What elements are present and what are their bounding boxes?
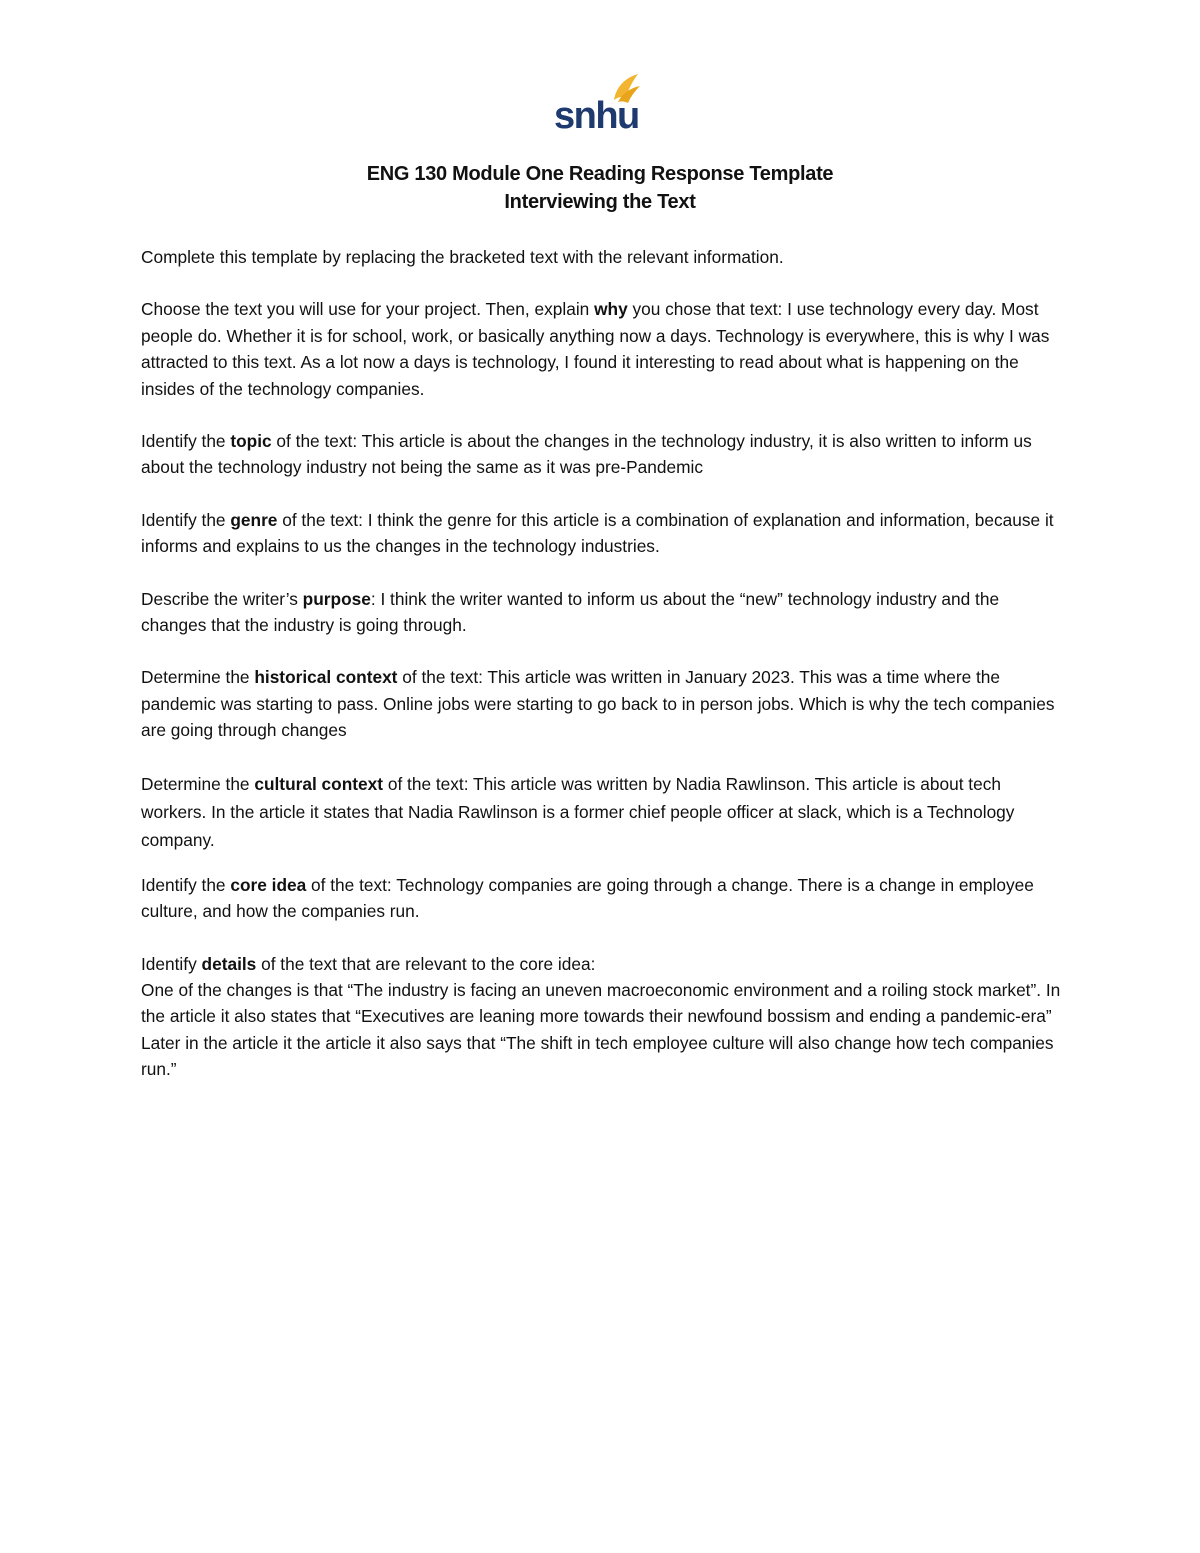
details-line: Later in the article it the article it also says that “The shift in tech employee culture will also change how tech companies run.” bbox=[141, 1032, 1054, 1080]
section-core-idea bbox=[141, 872, 1061, 925]
keyword-purpose: purpose bbox=[302, 588, 371, 609]
snhu-logo-text: snhu bbox=[554, 95, 639, 134]
prompt-text: Choose the text you will use for your project. Then, explain bbox=[141, 299, 595, 320]
prompt-text: Determine the bbox=[141, 667, 255, 688]
keyword-historical-context: historical context bbox=[254, 667, 398, 688]
prompt-text: : bbox=[370, 588, 381, 609]
snhu-logo bbox=[552, 72, 644, 134]
prompt-text: Identify bbox=[141, 953, 202, 974]
keyword-genre: genre bbox=[230, 509, 278, 530]
section-why bbox=[141, 296, 1061, 402]
section-purpose bbox=[141, 586, 1061, 639]
prompt-text: Describe the writer’s bbox=[141, 588, 303, 609]
section-cultural-context bbox=[141, 770, 1061, 854]
prompt-text: you chose that text: bbox=[627, 299, 788, 320]
title-line-2: Interviewing the Text bbox=[504, 191, 696, 213]
prompt-text: of the text: bbox=[271, 431, 362, 452]
answer-why: I use technology every day. Most people do. Whether it is for school, work, or basically anything now a days. Technology is everywhere, this is why I was attracted to this text. As a lot now a days is technology, I found it interesting to read about what is happening on the insides of the technology companies. bbox=[141, 299, 1050, 399]
answer-core-idea: Technology companies are going through a change. There is a change in employee culture, and how the companies run. bbox=[141, 874, 1034, 922]
prompt-text: Identify the bbox=[141, 509, 231, 530]
answer-purpose: I think the writer wanted to inform us about the “new” technology industry and the changes that the industry is going through. bbox=[141, 588, 1000, 636]
prompt-text: Identify the bbox=[141, 874, 231, 895]
prompt-text: of the text that are relevant to the core idea: bbox=[256, 953, 596, 974]
prompt-text: of the text: bbox=[306, 874, 397, 895]
section-topic bbox=[141, 428, 1061, 481]
answer-topic: This article is about the changes in the technology industry, it is also written to inform us about the technology industry not being the same as it was pre-Pandemic bbox=[141, 431, 1032, 478]
document-title bbox=[0, 160, 1200, 216]
title-line-1: ENG 130 Module One Reading Response Template bbox=[366, 163, 834, 185]
prompt-text: Determine the bbox=[141, 773, 255, 794]
keyword-core-idea: core idea bbox=[230, 874, 307, 895]
prompt-text: Identify the bbox=[141, 431, 231, 452]
keyword-why: why bbox=[594, 299, 628, 320]
prompt-text: of the text: bbox=[383, 773, 474, 794]
answer-cultural-context: This article was written by Nadia Rawlinson. This article is about tech workers. In the article it states that Nadia Rawlinson is a former chief people officer at slack, which is a Technology company. bbox=[141, 773, 1015, 850]
instructions-text: Complete this template by replacing the bracketed text with the relevant information. bbox=[141, 247, 784, 267]
keyword-details: details bbox=[201, 953, 257, 974]
document-body bbox=[141, 244, 1061, 1083]
snhu-logo-graphic bbox=[552, 72, 644, 134]
answer-genre: I think the genre for this article is a combination of explanation and information, because it informs and explains to us the changes in the technology industries. bbox=[141, 509, 1054, 557]
keyword-topic: topic bbox=[230, 431, 272, 452]
section-genre bbox=[141, 507, 1061, 560]
details-line: One of the changes is that “The industry is facing an uneven macroeconomic environment and a roiling stock market”. In the article it also states that “Executives are leaning more towards their newfound bossism and ending a pandemic-era” bbox=[141, 979, 1061, 1027]
prompt-text: of the text: bbox=[397, 667, 488, 688]
keyword-cultural-context: cultural context bbox=[254, 773, 384, 794]
section-details bbox=[141, 951, 1061, 977]
prompt-text: of the text: bbox=[277, 509, 368, 530]
answer-historical-context: This article was written in January 2023. This was a time where the pandemic was starting to pass. Online jobs were starting to go back to in person jobs. Which is why the tech companies are going through changes bbox=[141, 667, 1055, 741]
section-historical-context bbox=[141, 664, 1061, 743]
